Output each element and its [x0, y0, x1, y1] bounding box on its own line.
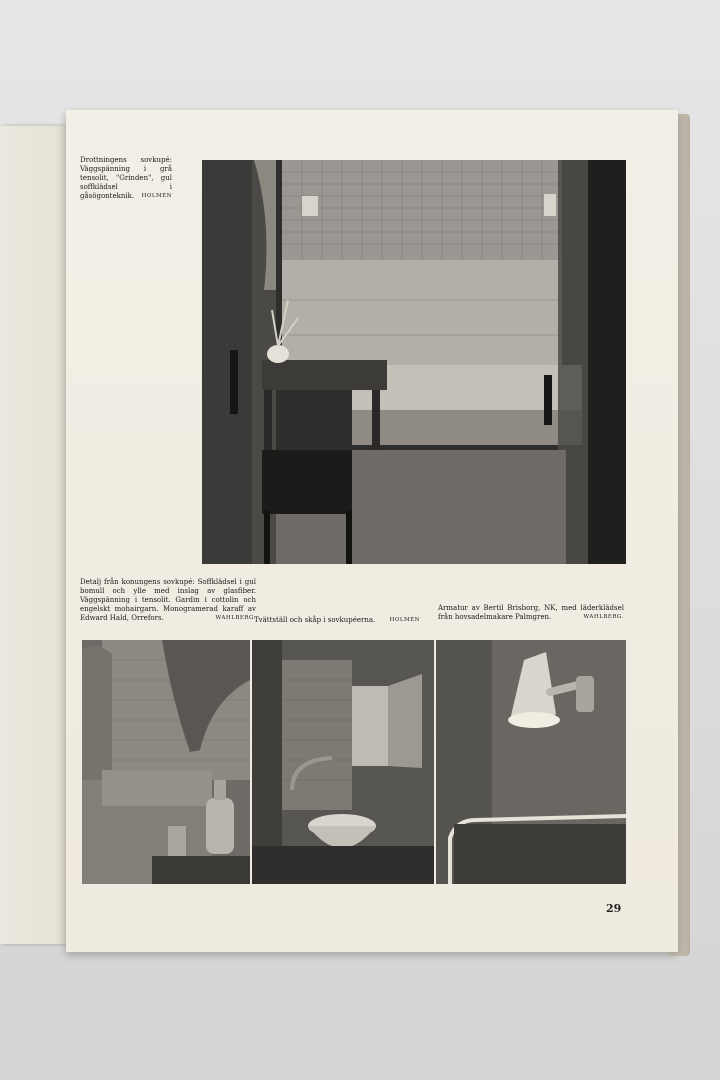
caption-bottom-right — [438, 604, 624, 622]
photo-icon — [436, 640, 626, 884]
caption-bottom-left-credit: WAHLBERG. — [215, 615, 256, 621]
photo-icon — [202, 160, 626, 564]
photo-sofa-detail — [82, 640, 250, 884]
caption-bottom-middle — [254, 616, 420, 625]
caption-bottom-left-text: Detalj från konungens sovkupé: Soffklädsel i gul bomull och ylle med inslag av glasfiber. Väggspänning i tensolit. Gardin i cottolin och engelskt mohairgarn. Monogramerad karaff av Edward Hald, Orrefors. — [80, 578, 256, 622]
caption-bottom-right-text: Armatur av Bertil Brisborg, NK, med läderklädsel från hovsadelmakare Palmgren. — [438, 604, 624, 621]
caption-bottom-middle-credit: HOLMÉN — [389, 617, 420, 623]
photo-icon — [252, 640, 434, 884]
photo-sleeping-compartment — [202, 160, 626, 564]
photo-icon — [82, 640, 250, 884]
caption-bottom-middle-text: Tvättställ och skåp i sovkupéerna. — [254, 616, 376, 624]
caption-top-text: Drottningens sovkupé: Väggspänning i grå tensolit, "Grinden", gul soffklädsel i gåsögonteknik. — [80, 156, 172, 200]
caption-top-credit: HOLMÉN — [141, 193, 172, 199]
magazine-page — [66, 110, 678, 952]
photo-washstand — [252, 640, 434, 884]
page-number: 29 — [606, 902, 622, 915]
caption-bottom-left — [80, 578, 256, 623]
photo-wall-lamp — [436, 640, 626, 884]
caption-top — [80, 156, 172, 201]
caption-bottom-right-credit: WAHLBERG. — [583, 614, 624, 620]
